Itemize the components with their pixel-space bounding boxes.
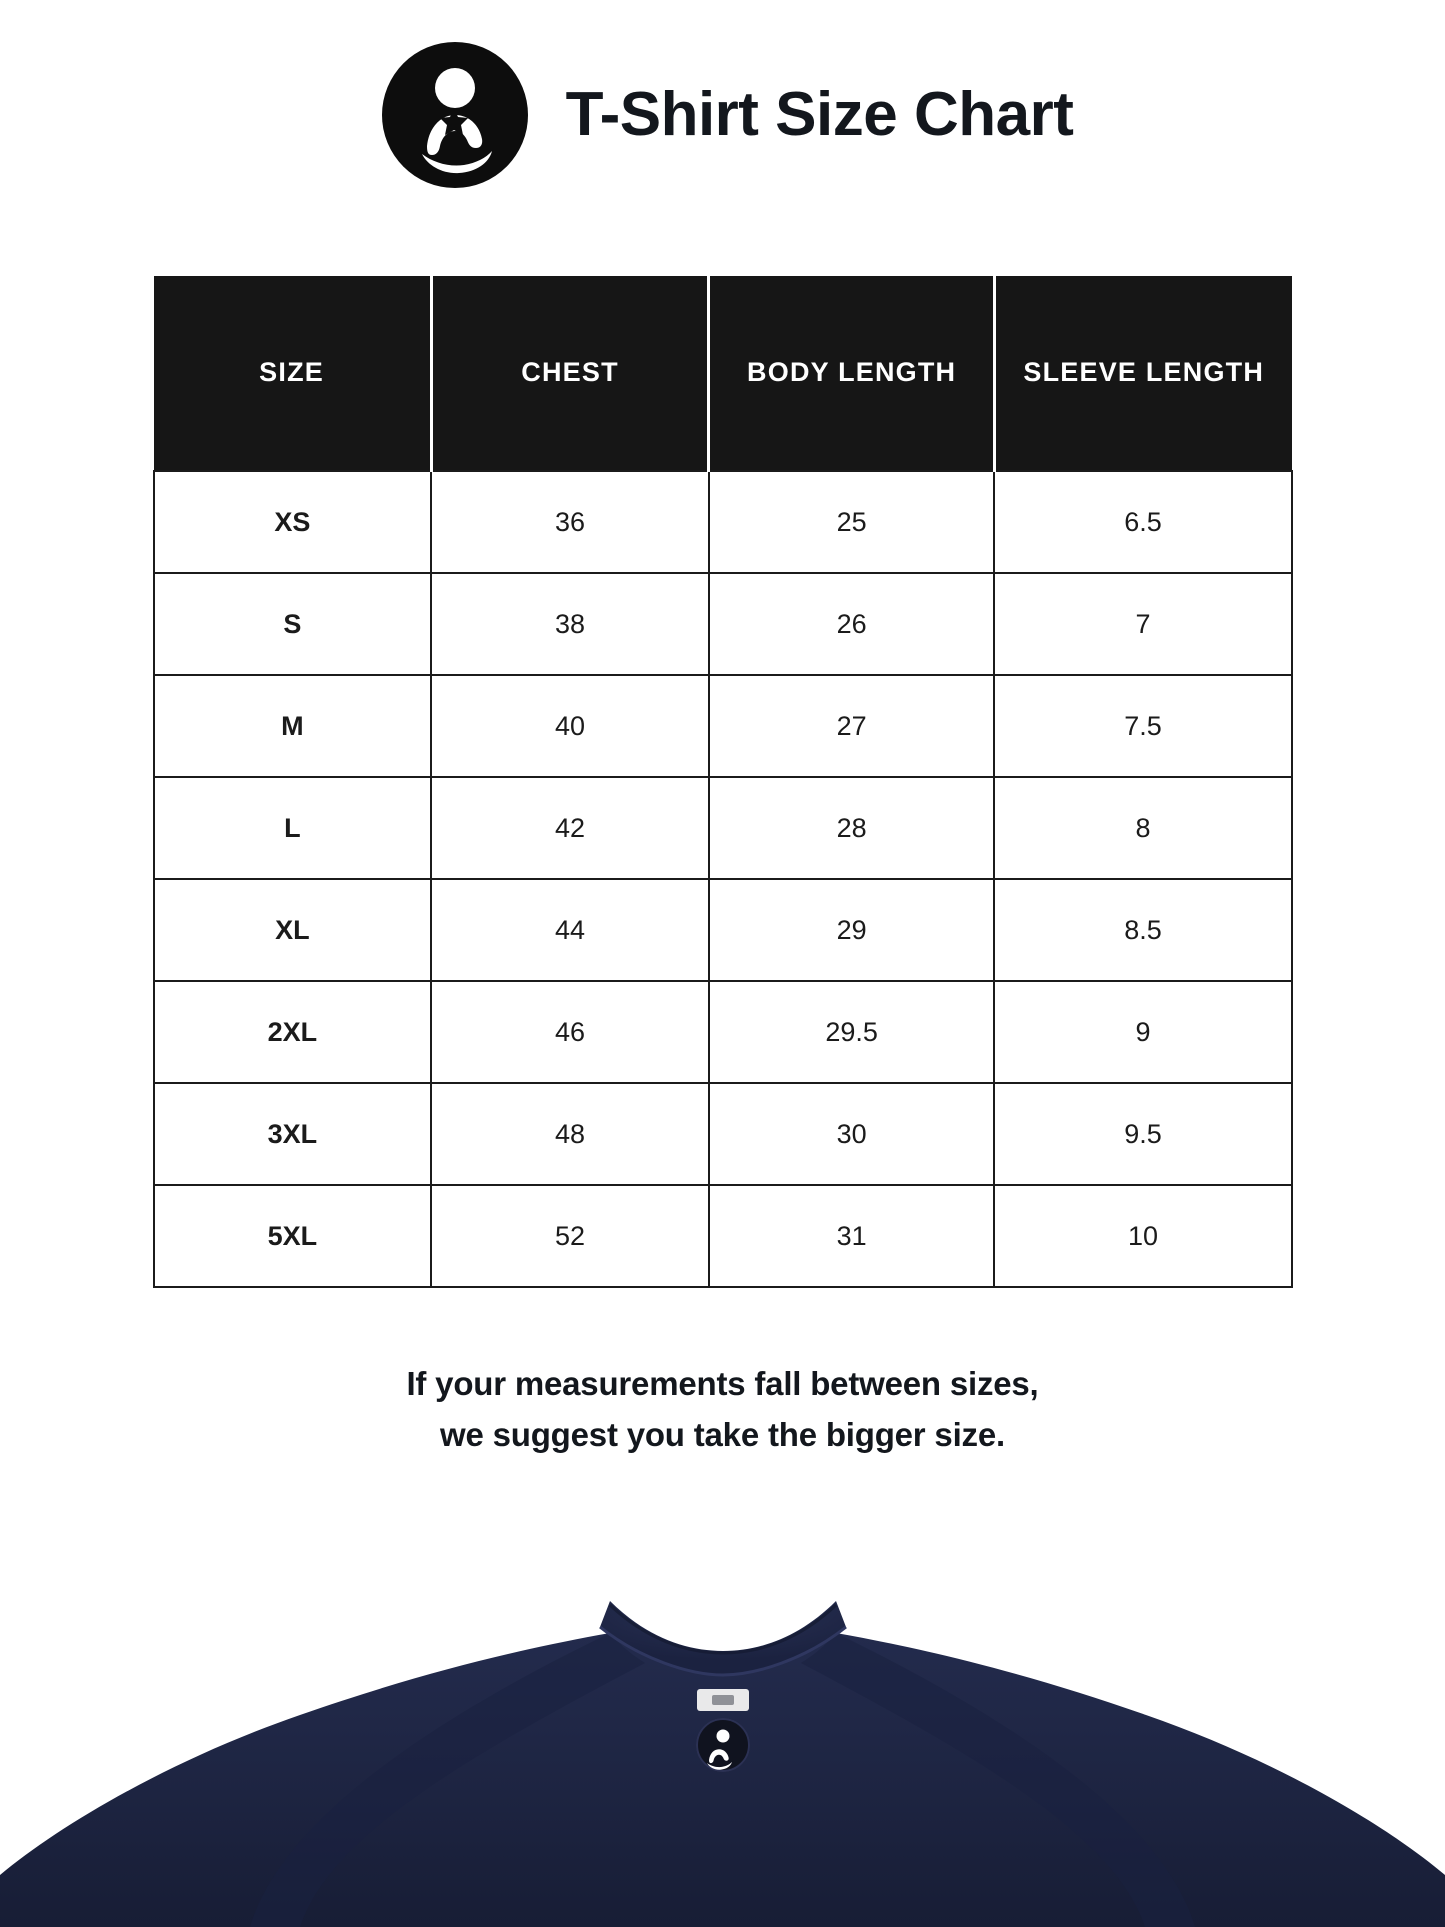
cell-size: L (154, 777, 432, 879)
cell-sleeve-length: 10 (994, 1185, 1291, 1287)
cell-size: S (154, 573, 432, 675)
cell-chest: 42 (431, 777, 709, 879)
column-header-sleeve-length: SLEEVE LENGTH (994, 276, 1291, 471)
cell-sleeve-length: 6.5 (994, 471, 1291, 573)
cell-chest: 44 (431, 879, 709, 981)
column-header-body-length: BODY LENGTH (709, 276, 995, 471)
sizing-note (143, 1358, 1303, 1460)
cell-size: 2XL (154, 981, 432, 1083)
table-row (154, 879, 1292, 981)
table-head (154, 276, 1292, 471)
size-table (153, 276, 1293, 1288)
cell-chest: 52 (431, 1185, 709, 1287)
table-row (154, 573, 1292, 675)
table-row (154, 777, 1292, 879)
table-row (154, 1083, 1292, 1185)
cell-size: M (154, 675, 432, 777)
cell-sleeve-length: 8 (994, 777, 1291, 879)
table-row (154, 981, 1292, 1083)
table-header-row (154, 276, 1292, 471)
cell-body-length: 29 (709, 879, 995, 981)
table-row (154, 471, 1292, 573)
cell-body-length: 30 (709, 1083, 995, 1185)
cell-chest: 46 (431, 981, 709, 1083)
table-row (154, 675, 1292, 777)
cell-chest: 40 (431, 675, 709, 777)
cell-sleeve-length: 7.5 (994, 675, 1291, 777)
cell-body-length: 29.5 (709, 981, 995, 1083)
cell-size: XS (154, 471, 432, 573)
page-header (0, 0, 1445, 188)
column-header-chest: CHEST (431, 276, 709, 471)
column-header-size: SIZE (154, 276, 432, 471)
size-table-wrapper (153, 276, 1293, 1288)
table-row (154, 1185, 1292, 1287)
cell-sleeve-length: 9 (994, 981, 1291, 1083)
cell-body-length: 26 (709, 573, 995, 675)
page-title: T-Shirt Size Chart (565, 80, 1074, 149)
cell-sleeve-length: 9.5 (994, 1083, 1291, 1185)
navy-tshirt-collar-photo (0, 1575, 1445, 1927)
cell-size: 5XL (154, 1185, 432, 1287)
cell-sleeve-length: 8.5 (994, 879, 1291, 981)
cell-chest: 38 (431, 573, 709, 675)
cell-body-length: 31 (709, 1185, 995, 1287)
cell-sleeve-length: 7 (994, 573, 1291, 675)
cell-chest: 48 (431, 1083, 709, 1185)
sizing-note-line-1: If your measurements fall between sizes, (406, 1365, 1039, 1402)
cell-body-length: 27 (709, 675, 995, 777)
person-in-circle-logo-icon (382, 42, 528, 188)
cell-size: XL (154, 879, 432, 981)
sizing-note-line-2: we suggest you take the bigger size. (440, 1416, 1005, 1454)
cell-body-length: 28 (709, 777, 995, 879)
table-body (154, 471, 1292, 1287)
cell-size: 3XL (154, 1083, 432, 1185)
cell-body-length: 25 (709, 471, 995, 573)
cell-chest: 36 (431, 471, 709, 573)
